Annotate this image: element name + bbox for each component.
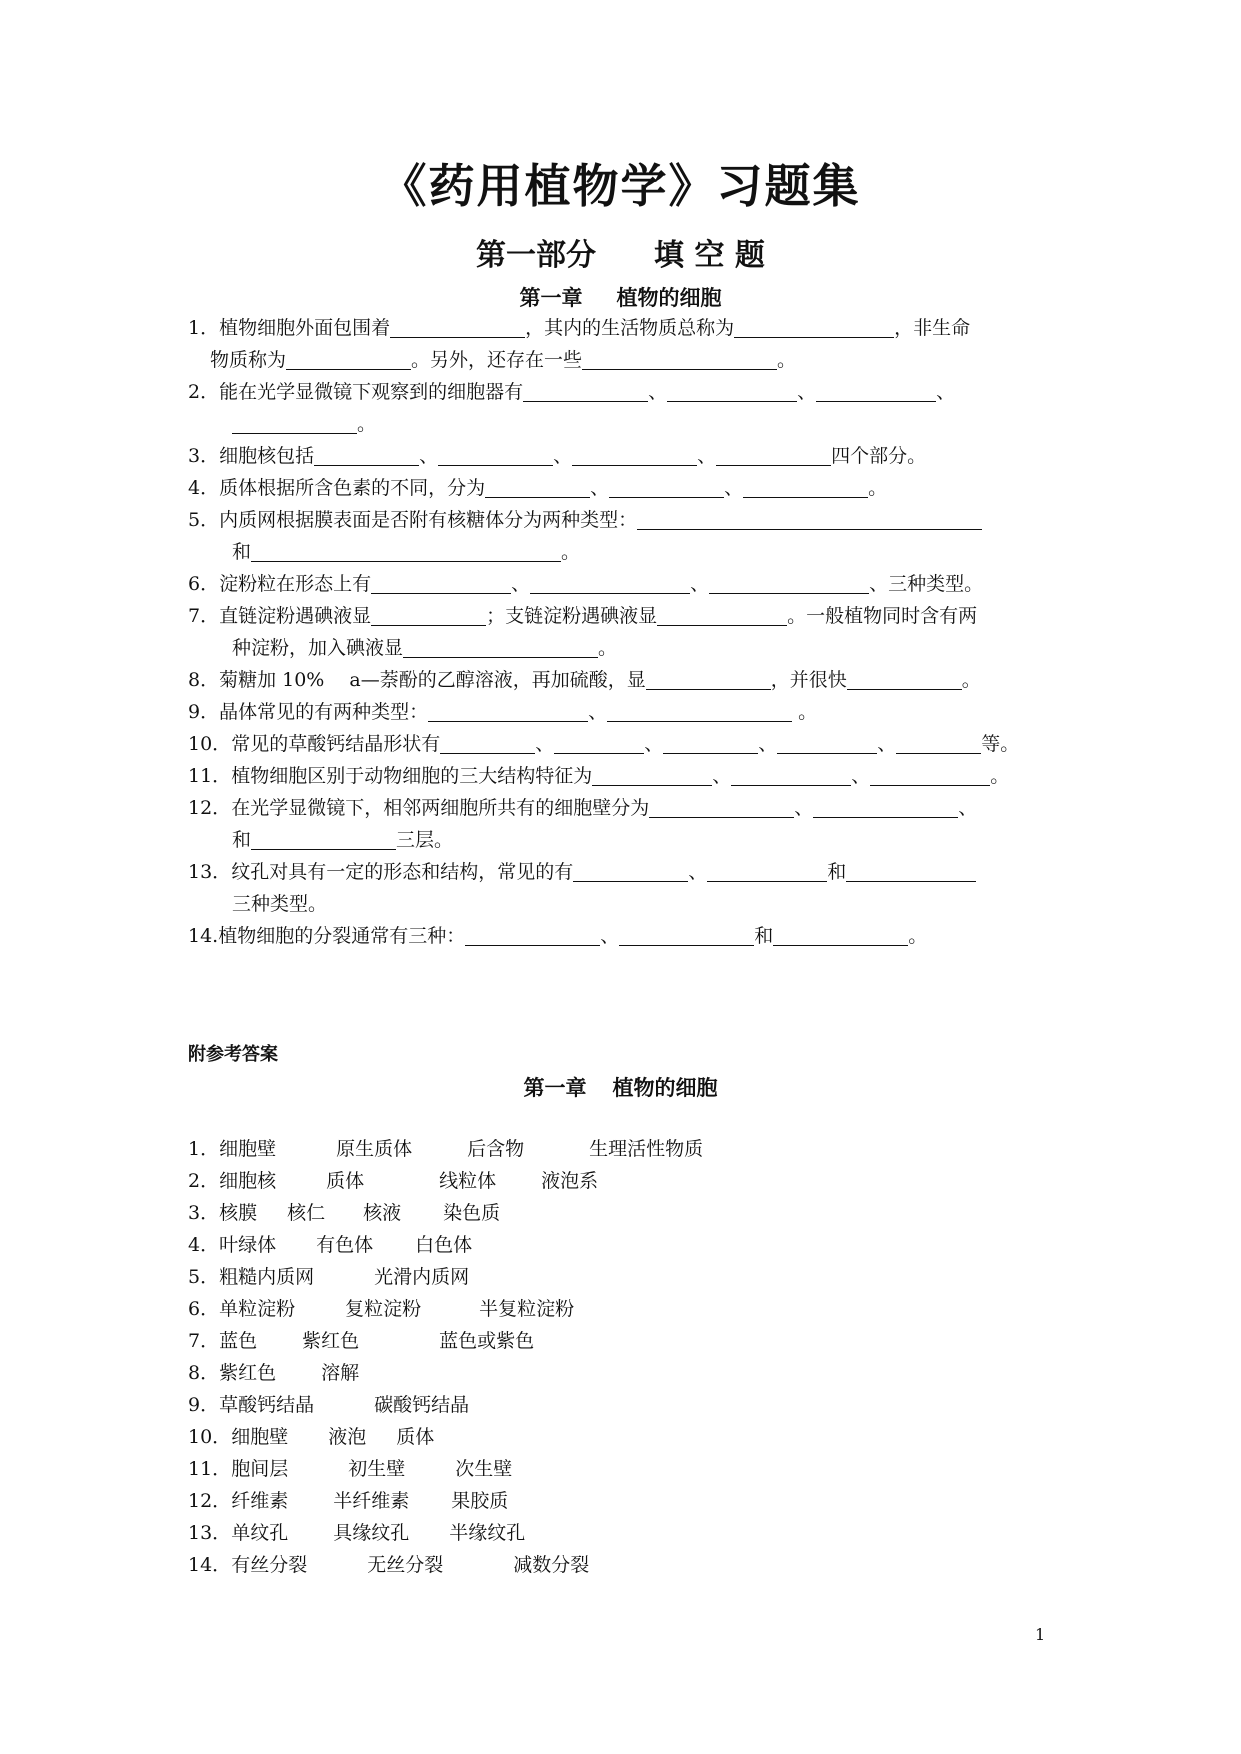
question-8 [188, 664, 1068, 696]
question-10 [188, 728, 1068, 760]
answer-number: 6． [188, 1298, 220, 1320]
answer-blank[interactable] [777, 731, 877, 754]
answer-blank[interactable] [773, 923, 908, 946]
answer-blank[interactable] [523, 379, 648, 402]
answer-item: 质体 [326, 1170, 365, 1192]
question-text: 纹孔对具有一定的形态和结构，常见的有 [231, 861, 574, 883]
question-7 [188, 600, 1068, 664]
separator: 、 [851, 765, 871, 787]
question-text: 常见的草酸钙结晶形状有 [231, 733, 441, 755]
question-6 [188, 568, 1068, 600]
separator: 、 [958, 797, 978, 819]
question-number: 8． [188, 669, 220, 691]
question-text: 直链淀粉遇碘液显 [219, 605, 372, 627]
answer-number: 13． [188, 1522, 232, 1544]
answer-item: 半缘纹孔 [449, 1522, 526, 1544]
question-9 [188, 696, 1068, 728]
answer-blank[interactable] [896, 731, 981, 754]
answer-blank[interactable] [816, 379, 936, 402]
question-4 [188, 472, 1068, 504]
answer-item: 胞间层 [231, 1458, 289, 1480]
answer-number: 9． [188, 1394, 220, 1416]
question-text: 细胞核包括 [219, 445, 315, 467]
answer-blank[interactable] [637, 507, 982, 530]
answer-blank[interactable] [709, 571, 869, 594]
separator: 、 [797, 381, 817, 403]
answer-item: 紫红色 [302, 1330, 360, 1352]
answer-blank[interactable] [573, 859, 688, 882]
answer-item: 减数分裂 [513, 1554, 590, 1576]
question-text: 、三种类型。 [869, 573, 984, 595]
question-text: 三层。 [396, 829, 454, 851]
question-text: 。 [961, 669, 981, 691]
question-text: 质体根据所含色素的不同，分为 [219, 477, 486, 499]
question-text: ，并很快 [770, 669, 847, 691]
question-text: 在光学显微镜下，相邻两细胞所共有的细胞壁分为 [231, 797, 650, 819]
answer-number: 14． [188, 1554, 232, 1576]
question-text: 等。 [981, 733, 1020, 755]
question-text: 和 [827, 861, 847, 883]
chapter-number: 第一章 [523, 1076, 587, 1100]
answer-item: 半复粒淀粉 [479, 1298, 575, 1320]
question-number: 10． [188, 733, 232, 755]
document-title: 《药用植物学》习题集 [380, 159, 861, 213]
answer-item: 液泡 [328, 1426, 367, 1448]
answer-blank[interactable] [609, 475, 724, 498]
answer-blank[interactable] [619, 923, 754, 946]
answer-number: 5． [188, 1266, 220, 1288]
answer-item: 蓝色或紫色 [439, 1330, 535, 1352]
answer-item: 具缘纹孔 [333, 1522, 410, 1544]
answer-item: 叶绿体 [219, 1234, 277, 1256]
answer-blank[interactable] [734, 315, 894, 338]
answer-item: 纤维素 [231, 1490, 289, 1512]
answer-item: 草酸钙结晶 [219, 1394, 315, 1416]
answer-blank[interactable] [251, 539, 561, 562]
question-text: 菊糖加 10% a—萘酚的乙醇溶液，再加硫酸，显 [219, 669, 646, 691]
answer-item: 细胞壁 [231, 1426, 289, 1448]
answer-row [188, 1199, 500, 1227]
answer-blank[interactable] [403, 635, 598, 658]
page-number: 1 [1035, 1625, 1046, 1644]
answer-item: 碳酸钙结晶 [374, 1394, 470, 1416]
answer-blank[interactable] [371, 571, 511, 594]
answer-item: 紫红色 [219, 1362, 277, 1384]
question-text: 植物细胞区别于动物细胞的三大结构特征为 [231, 765, 593, 787]
question-text: 植物细胞的分裂通常有三种： [218, 925, 466, 947]
separator: 、 [688, 861, 708, 883]
separator: 、 [648, 381, 668, 403]
question-text: 。另外，还存在一些 [411, 349, 583, 371]
question-text: 。 [357, 413, 377, 435]
question-text: 。一般植物同时含有两 [787, 605, 978, 627]
answer-blank[interactable] [870, 763, 990, 786]
answer-number: 12． [188, 1490, 232, 1512]
separator: 、 [588, 701, 608, 723]
answer-row [188, 1231, 472, 1259]
answer-item: 无丝分裂 [367, 1554, 444, 1576]
separator: 、 [724, 477, 744, 499]
answer-number: 10． [188, 1426, 232, 1448]
answer-item: 细胞核 [219, 1170, 277, 1192]
answer-number: 3． [188, 1202, 220, 1224]
answer-row [188, 1551, 589, 1579]
answer-item: 白色体 [415, 1234, 473, 1256]
question-13 [188, 856, 1068, 920]
question-text: 。 [561, 541, 581, 563]
answer-row [188, 1135, 703, 1163]
answer-item: 次生壁 [455, 1458, 513, 1480]
question-text: ；支链淀粉遇碘液显 [486, 605, 658, 627]
answer-item: 核膜 [219, 1202, 258, 1224]
answer-blank[interactable] [707, 859, 827, 882]
separator: 、 [553, 445, 573, 467]
part-heading [0, 230, 1241, 274]
answer-blank[interactable] [657, 603, 787, 626]
separator: 、 [511, 573, 531, 595]
answer-item: 线粒体 [439, 1170, 497, 1192]
answer-number: 11． [188, 1458, 232, 1480]
question-text: 。 [990, 765, 1010, 787]
question-number: 13． [188, 861, 232, 883]
answer-number: 4． [188, 1234, 220, 1256]
answer-blank[interactable] [663, 731, 758, 754]
answer-row [188, 1455, 512, 1483]
answer-blank[interactable] [813, 795, 958, 818]
question-number: 9． [188, 701, 220, 723]
question-text: 植物细胞外面包围着 [219, 317, 391, 339]
answer-row [188, 1167, 598, 1195]
part-type: 填 空 题 [654, 238, 765, 273]
answers-chapter-heading [0, 1072, 1241, 1102]
separator: 、 [794, 797, 814, 819]
answer-blank[interactable] [847, 667, 962, 690]
answer-row [188, 1327, 534, 1355]
chapter-name: 植物的细胞 [616, 286, 722, 310]
question-text: 。 [777, 349, 797, 371]
answer-item: 复粒淀粉 [345, 1298, 422, 1320]
chapter-number: 第一章 [519, 286, 583, 310]
answer-item: 染色质 [443, 1202, 501, 1224]
answer-row [188, 1423, 434, 1451]
separator: 、 [600, 925, 620, 947]
answer-blank[interactable] [428, 699, 588, 722]
question-text: 和 [754, 925, 774, 947]
answer-blank[interactable] [251, 827, 396, 850]
answer-row [188, 1487, 508, 1515]
part-label: 第一部分 [476, 238, 597, 273]
answer-blank[interactable] [286, 347, 411, 370]
answer-item: 生理活性物质 [589, 1138, 704, 1160]
question-text: 。 [598, 637, 618, 659]
answer-item: 蓝色 [219, 1330, 258, 1352]
question-1 [188, 312, 1068, 376]
answer-item: 质体 [396, 1426, 435, 1448]
answer-blank[interactable] [314, 443, 419, 466]
question-number: 11． [188, 765, 232, 787]
separator: 、 [758, 733, 778, 755]
question-5 [188, 504, 1068, 568]
question-11 [188, 760, 1068, 792]
answer-item: 核仁 [287, 1202, 326, 1224]
answer-row [188, 1263, 469, 1291]
separator: 、 [712, 765, 732, 787]
question-text: ，其内的生活物质总称为 [525, 317, 735, 339]
answer-blank[interactable] [465, 923, 600, 946]
answer-item: 粗糙内质网 [219, 1266, 315, 1288]
question-text: 。 [868, 477, 888, 499]
question-text: 三种类型。 [232, 893, 328, 915]
answer-blank[interactable] [592, 763, 712, 786]
answer-blank[interactable] [667, 379, 797, 402]
separator: 、 [419, 445, 439, 467]
answer-item: 后含物 [467, 1138, 525, 1160]
answer-item: 有色体 [316, 1234, 374, 1256]
answer-blank[interactable] [440, 731, 535, 754]
answer-item: 液泡系 [541, 1170, 599, 1192]
question-number: 2． [188, 381, 220, 403]
answer-blank[interactable] [846, 859, 976, 882]
answer-blank[interactable] [607, 699, 792, 722]
answer-blank[interactable] [649, 795, 794, 818]
question-3 [188, 440, 1068, 472]
answer-number: 2． [188, 1170, 220, 1192]
answer-item: 单纹孔 [231, 1522, 289, 1544]
answer-row [188, 1519, 525, 1547]
chapter-heading [0, 282, 1241, 312]
answer-blank[interactable] [731, 763, 851, 786]
answers-heading: 附参考答案 [188, 1044, 278, 1065]
answer-blank[interactable] [530, 571, 690, 594]
separator: 、 [936, 381, 956, 403]
question-text: 。 [792, 701, 818, 723]
answer-blank[interactable] [646, 667, 771, 690]
answer-row [188, 1359, 359, 1387]
answer-item: 细胞壁 [219, 1138, 277, 1160]
question-text: 和 [232, 829, 252, 851]
answer-blank[interactable] [390, 315, 525, 338]
answer-blank[interactable] [554, 731, 644, 754]
separator: 、 [590, 477, 610, 499]
answer-item: 原生质体 [336, 1138, 413, 1160]
separator: 、 [877, 733, 897, 755]
question-number: 12． [188, 797, 232, 819]
answer-blank[interactable] [485, 475, 590, 498]
answer-number: 7． [188, 1330, 220, 1352]
question-number: 6． [188, 573, 220, 595]
question-number: 7． [188, 605, 220, 627]
separator: 、 [697, 445, 717, 467]
answer-item: 半纤维素 [333, 1490, 410, 1512]
question-number: 14. [188, 925, 219, 947]
answer-blank[interactable] [438, 443, 553, 466]
answer-row [188, 1295, 574, 1323]
answer-item: 溶解 [321, 1362, 360, 1384]
answer-number: 8． [188, 1362, 220, 1384]
question-14 [188, 920, 1068, 952]
answer-number: 1． [188, 1138, 220, 1160]
question-text: 晶体常见的有两种类型： [219, 701, 429, 723]
separator: 、 [690, 573, 710, 595]
separator: 、 [535, 733, 555, 755]
answer-blank[interactable] [716, 443, 831, 466]
question-text: 四个部分。 [831, 445, 927, 467]
answer-item: 光滑内质网 [374, 1266, 470, 1288]
question-2 [188, 376, 1068, 440]
answer-blank[interactable] [743, 475, 868, 498]
question-text: 种淀粉，加入碘液显 [232, 637, 404, 659]
answer-blank[interactable] [582, 347, 777, 370]
question-number: 1． [188, 317, 220, 339]
chapter-name: 植物的细胞 [612, 1076, 718, 1100]
answer-blank[interactable] [371, 603, 486, 626]
question-text: 内质网根据膜表面是否附有核糖体分为两种类型： [219, 509, 638, 531]
answer-item: 核液 [363, 1202, 402, 1224]
question-number: 5． [188, 509, 220, 531]
answer-blank[interactable] [232, 411, 357, 434]
answer-blank[interactable] [572, 443, 697, 466]
question-text: 淀粉粒在形态上有 [219, 573, 372, 595]
question-text: 和 [232, 541, 252, 563]
question-text: ，非生命 [894, 317, 971, 339]
answer-item: 单粒淀粉 [219, 1298, 296, 1320]
separator: 、 [644, 733, 664, 755]
answer-item: 初生壁 [348, 1458, 406, 1480]
question-text: 物质称为 [210, 349, 287, 371]
question-text: 能在光学显微镜下观察到的细胞器有 [219, 381, 524, 403]
question-12 [188, 792, 1068, 856]
answer-row [188, 1391, 469, 1419]
question-number: 4． [188, 477, 220, 499]
answer-item: 果胶质 [451, 1490, 509, 1512]
question-number: 3． [188, 445, 220, 467]
question-text: 。 [908, 925, 928, 947]
answer-item: 有丝分裂 [231, 1554, 308, 1576]
